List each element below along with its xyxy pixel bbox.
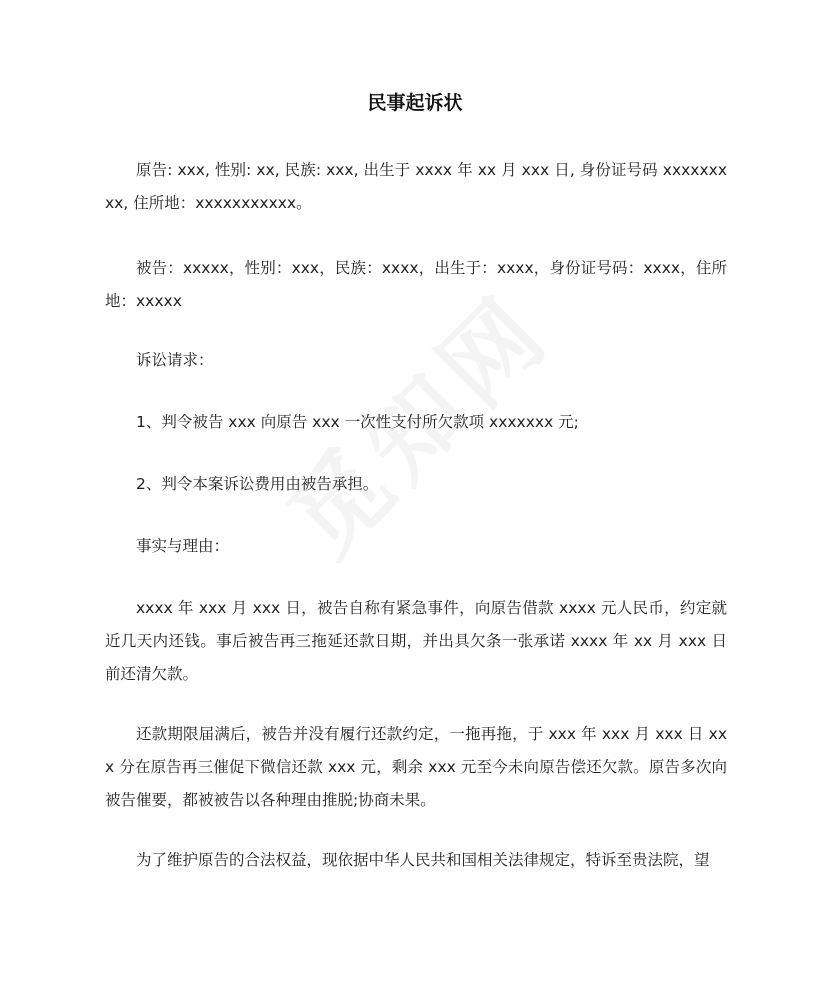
facts-paragraph-1: xxxx 年 xxx 月 xxx 日，被告自称有紧急事件，向原告借款 xxxx 元人民币，约定就近几天内还钱。事后被告再三拖延还款日期，并出具欠条一张承诺 xxxx 年 xx 月 xxx 日前还清欠款。 — [105, 599, 727, 683]
plaintiff-paragraph: 原告: xxx, 性别: xx, 民族: xxx, 出生于 xxxx 年 xx 月 xxx 日, 身份证号码 xxxxxxxxx, 住所地：xxxxxxxxxxx。 — [105, 161, 727, 212]
facts-paragraph-3: 为了维护原告的合法权益，现依据中华人民共和国相关法律规定，特诉至贵法院，望 — [136, 851, 710, 869]
facts-paragraph-2: 还款期限届满后，被告并没有履行还款约定，一拖再拖，于 xxx 年 xxx 月 xxx 日 xxx 分在原告再三催促下微信还款 xxx 元，剩余 xxx 元至今未向原告偿还欠款。原告多次向被告催要，都被被告以各种理由推脱;协商未果。 — [105, 725, 727, 809]
facts-heading: 事实与理由： — [136, 537, 230, 555]
defendant-paragraph: 被告：xxxxx，性别：xxx，民族：xxxx，出生于：xxxx，身份证号码：xxxx，住所地：xxxxx — [105, 259, 727, 310]
page-title: 民事起诉状 — [367, 92, 463, 114]
claim-item-1: 1、判令被告 xxx 向原告 xxx 一次性支付所欠款项 xxxxxxx 元; — [136, 413, 579, 431]
claim-item-2: 2、判令本案诉讼费用由被告承担。 — [136, 475, 379, 493]
claims-heading: 诉讼请求： — [136, 351, 214, 369]
